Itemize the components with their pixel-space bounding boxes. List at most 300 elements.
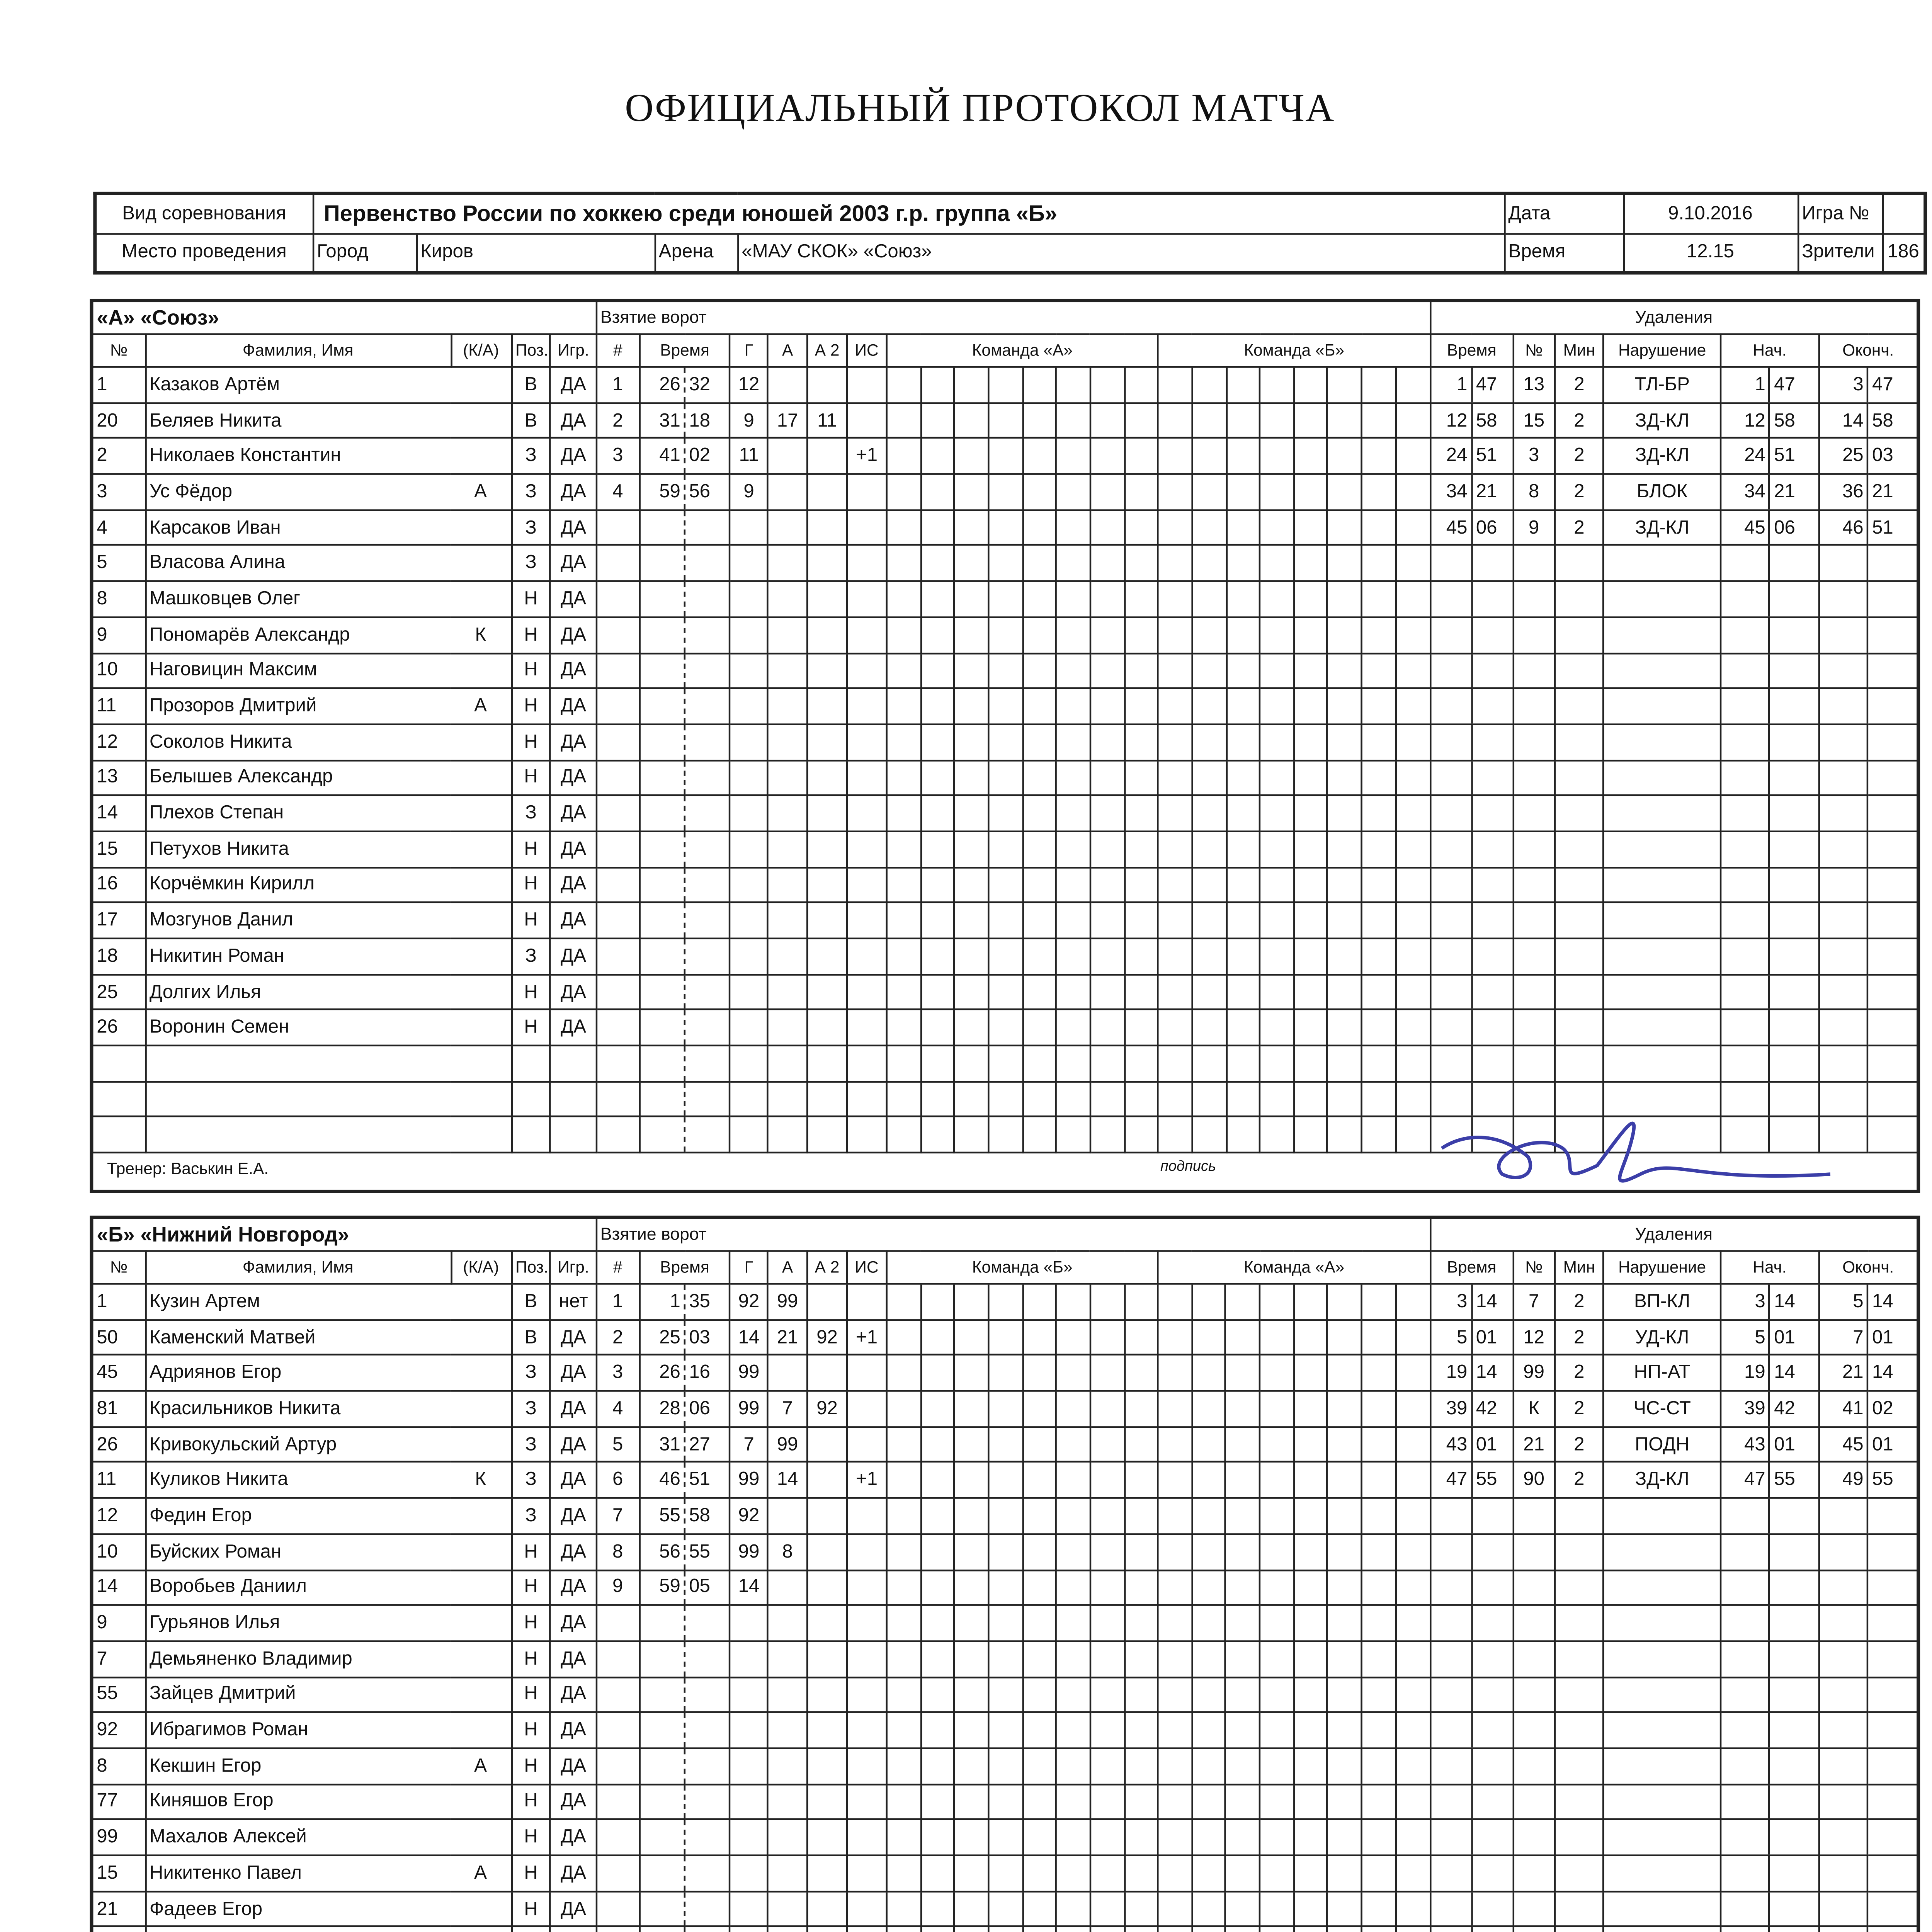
player-role: [451, 1046, 511, 1081]
penalty-minutes: [1554, 546, 1604, 581]
line-cell: [920, 1427, 954, 1462]
line-cell: [1294, 1891, 1328, 1927]
penalty-time-min: [1430, 760, 1471, 796]
goal-time-min: [639, 831, 685, 867]
penalty-infraction: [1604, 1570, 1721, 1605]
line-cell: [1124, 1927, 1158, 1932]
line-cell: [1056, 1117, 1090, 1153]
line-cell: [954, 1820, 988, 1855]
line-cell: [1090, 724, 1124, 760]
goal-assist-2: [807, 974, 847, 1010]
signature-team-a: [1433, 1097, 1847, 1200]
penalty-minutes: [1554, 1677, 1604, 1712]
col-lines-own: Команда «Б»: [886, 1251, 1158, 1284]
penalty-start-sec: [1770, 617, 1819, 653]
player-row: [92, 867, 1917, 903]
goal-assist-2: [807, 939, 847, 974]
penalty-start-min: [1721, 760, 1770, 796]
line-cell: [1192, 831, 1226, 867]
line-cell: [886, 617, 920, 653]
team-a-coach: Тренер: Васькин Е.А.: [107, 1160, 269, 1180]
line-cell: [1056, 1677, 1090, 1712]
line-cell: [988, 1855, 1022, 1891]
goal-time-min: 59: [639, 1570, 685, 1605]
line-cell: [954, 1641, 988, 1677]
line-cell: [1022, 617, 1056, 653]
line-cell: [1022, 1713, 1056, 1748]
player-played: [551, 1927, 596, 1932]
line-cell: [1192, 974, 1226, 1010]
line-cell: [1158, 831, 1192, 867]
line-cell: [1396, 974, 1430, 1010]
line-cell: [886, 1605, 920, 1641]
goal-number: 3: [596, 1355, 639, 1391]
line-cell: [1056, 974, 1090, 1010]
line-cell: [1260, 831, 1294, 867]
player-number: [92, 1927, 145, 1932]
line-cell: [988, 1784, 1022, 1820]
penalty-start-sec: [1770, 1927, 1819, 1932]
player-name: Петухов Никита: [145, 831, 451, 867]
penalty-player: [1513, 724, 1554, 760]
line-cell: [1124, 653, 1158, 688]
penalty-end-sec: [1868, 1891, 1918, 1927]
penalty-start-sec: [1770, 1570, 1819, 1605]
goal-assist: [768, 1498, 808, 1534]
penalty-time-sec: [1472, 939, 1513, 974]
goal-time-min: [639, 939, 685, 974]
line-cell: [1158, 760, 1192, 796]
penalty-time-sec: [1472, 760, 1513, 796]
line-cell: [954, 1927, 988, 1932]
line-cell: [1022, 1927, 1056, 1932]
line-cell: [1396, 867, 1430, 903]
penalty-end-min: 41: [1819, 1391, 1868, 1427]
player-number: 20: [92, 403, 145, 438]
line-cell: [988, 1117, 1022, 1153]
goal-time-min: [639, 1891, 685, 1927]
penalty-end-sec: [1868, 653, 1918, 688]
player-role: [451, 1927, 511, 1932]
line-cell: [1090, 1891, 1124, 1927]
penalty-start-sec: 14: [1770, 1284, 1819, 1319]
goal-time-sec: 51: [685, 1463, 730, 1498]
goal-strength: [847, 1046, 887, 1081]
line-cell: [1192, 581, 1226, 617]
goal-strength: [847, 1498, 887, 1534]
penalty-start-min: 12: [1721, 403, 1770, 438]
line-cell: [1090, 1355, 1124, 1391]
col-pen-start: Нач.: [1721, 334, 1819, 367]
penalty-infraction: ЗД-КЛ: [1604, 1463, 1721, 1498]
line-cell: [1260, 581, 1294, 617]
col-lines-own: Команда «А»: [886, 334, 1158, 367]
penalty-infraction: ЧС-СТ: [1604, 1391, 1721, 1427]
penalty-infraction: [1604, 1784, 1721, 1820]
goal-strength: +1: [847, 1320, 887, 1355]
goal-time-sec: [685, 867, 730, 903]
player-row: [92, 831, 1917, 867]
line-cell: [920, 617, 954, 653]
goal-scorer: [730, 974, 768, 1010]
line-cell: [1328, 1117, 1362, 1153]
line-cell: [1022, 438, 1056, 474]
line-cell: [1056, 581, 1090, 617]
line-cell: [1362, 1427, 1396, 1462]
goal-assist-2: [807, 367, 847, 403]
line-cell: [954, 1498, 988, 1534]
penalty-start-sec: [1770, 1046, 1819, 1081]
goal-strength: [847, 724, 887, 760]
line-cell: [1396, 510, 1430, 545]
line-cell: [1226, 1713, 1260, 1748]
player-position: З: [511, 1427, 551, 1462]
goal-assist-2: [807, 796, 847, 831]
line-cell: [1362, 1391, 1396, 1427]
line-cell: [954, 1320, 988, 1355]
player-played: ДА: [551, 939, 596, 974]
penalty-start-sec: 14: [1770, 1355, 1819, 1391]
penalty-start-min: 3: [1721, 1284, 1770, 1319]
line-cell: [1362, 474, 1396, 510]
goal-scorer: [730, 760, 768, 796]
line-cell: [1396, 1784, 1430, 1820]
goal-scorer: 7: [730, 1427, 768, 1462]
line-cell: [988, 903, 1022, 938]
penalty-time-sec: 01: [1472, 1320, 1513, 1355]
goal-time-min: 41: [639, 438, 685, 474]
line-cell: [1022, 1463, 1056, 1498]
line-cell: [988, 1927, 1022, 1932]
penalty-end-sec: [1868, 1117, 1918, 1153]
line-cell: [1158, 1784, 1192, 1820]
player-role: [451, 1713, 511, 1748]
line-cell: [1294, 510, 1328, 545]
penalty-start-min: [1721, 1570, 1770, 1605]
col-pen-infraction: Нарушение: [1604, 1251, 1721, 1284]
line-cell: [1124, 1355, 1158, 1391]
player-role: [451, 1570, 511, 1605]
line-cell: [1328, 1427, 1362, 1462]
penalty-start-sec: [1770, 1010, 1819, 1046]
line-cell: [1328, 974, 1362, 1010]
player-role: [451, 438, 511, 474]
line-cell: [1396, 653, 1430, 688]
goal-time-sec: [685, 689, 730, 724]
player-position: Н: [511, 653, 551, 688]
player-role: [451, 1534, 511, 1570]
col-strength: ИС: [847, 334, 887, 367]
line-cell: [1362, 1677, 1396, 1712]
goal-assist-2: 11: [807, 403, 847, 438]
line-cell: [1260, 1082, 1294, 1117]
penalty-start-min: [1721, 939, 1770, 974]
goal-number: 7: [596, 1498, 639, 1534]
line-cell: [1396, 617, 1430, 653]
goal-number: [596, 689, 639, 724]
penalty-start-sec: [1770, 1820, 1819, 1855]
line-cell: [954, 438, 988, 474]
line-cell: [1294, 1605, 1328, 1641]
goal-number: 9: [596, 1570, 639, 1605]
line-cell: [1192, 1355, 1226, 1391]
goal-time-sec: [685, 903, 730, 938]
goal-assist-2: [807, 1855, 847, 1891]
penalty-end-sec: [1868, 1605, 1918, 1641]
goal-assist: [768, 1713, 808, 1748]
penalty-start-sec: 42: [1770, 1391, 1819, 1427]
line-cell: [1226, 1820, 1260, 1855]
line-cell: [954, 724, 988, 760]
penalty-end-sec: [1868, 1784, 1918, 1820]
line-cell: [1192, 1117, 1226, 1153]
line-cell: [886, 1570, 920, 1605]
goal-assist-2: [807, 760, 847, 796]
line-cell: [1056, 1355, 1090, 1391]
goal-time-sec: [685, 831, 730, 867]
line-cell: [886, 653, 920, 688]
penalty-minutes: 2: [1554, 1320, 1604, 1355]
line-cell: [1396, 1534, 1430, 1570]
player-name: Фадеев Егор: [145, 1891, 451, 1927]
line-cell: [1226, 974, 1260, 1010]
line-cell: [1260, 438, 1294, 474]
line-cell: [954, 1010, 988, 1046]
penalty-minutes: [1554, 796, 1604, 831]
goal-time-sec: 18: [685, 403, 730, 438]
goal-assist: [768, 438, 808, 474]
player-number: 15: [92, 831, 145, 867]
penalty-time-sec: [1472, 974, 1513, 1010]
line-cell: [1056, 724, 1090, 760]
line-cell: [1192, 867, 1226, 903]
penalty-player: [1513, 546, 1554, 581]
line-cell: [988, 867, 1022, 903]
player-role: А: [451, 1855, 511, 1891]
penalty-start-min: [1721, 581, 1770, 617]
penalty-player: [1513, 1855, 1554, 1891]
penalty-end-min: [1819, 617, 1868, 653]
penalty-end-min: 5: [1819, 1284, 1868, 1319]
line-cell: [1124, 1284, 1158, 1319]
player-number: 14: [92, 796, 145, 831]
line-cell: [1022, 1534, 1056, 1570]
line-cell: [1328, 653, 1362, 688]
line-cell: [1328, 903, 1362, 938]
line-cell: [1328, 796, 1362, 831]
player-played: ДА: [551, 1677, 596, 1712]
goal-time-sec: 03: [685, 1320, 730, 1355]
line-cell: [1226, 760, 1260, 796]
penalty-player: 8: [1513, 474, 1554, 510]
goal-strength: [847, 653, 887, 688]
line-cell: [1090, 653, 1124, 688]
line-cell: [1396, 1427, 1430, 1462]
player-role: [451, 1677, 511, 1712]
penalty-start-min: [1721, 867, 1770, 903]
penalty-infraction: [1604, 1891, 1721, 1927]
player-position: Н: [511, 1010, 551, 1046]
player-role: [451, 1010, 511, 1046]
goal-assist-2: [807, 1570, 847, 1605]
penalty-start-sec: [1770, 581, 1819, 617]
goal-number: 1: [596, 1284, 639, 1319]
line-cell: [954, 689, 988, 724]
player-row: [92, 1284, 1917, 1319]
penalty-player: [1513, 796, 1554, 831]
goal-assist-2: 92: [807, 1391, 847, 1427]
player-position: З: [511, 1391, 551, 1427]
penalty-player: 15: [1513, 403, 1554, 438]
goal-strength: [847, 939, 887, 974]
line-cell: [1192, 1784, 1226, 1820]
player-row: [92, 1010, 1917, 1046]
line-cell: [1056, 367, 1090, 403]
player-position: Н: [511, 724, 551, 760]
line-cell: [1158, 974, 1192, 1010]
goal-assist-2: 92: [807, 1320, 847, 1355]
line-cell: [886, 1427, 920, 1462]
goal-strength: [847, 1570, 887, 1605]
penalty-start-sec: [1770, 796, 1819, 831]
line-cell: [1022, 1677, 1056, 1712]
goal-time-min: [639, 1082, 685, 1117]
line-cell: [1192, 1927, 1226, 1932]
line-cell: [1260, 724, 1294, 760]
goal-assist-2: [807, 510, 847, 545]
player-name: Куликов Никита: [145, 1463, 451, 1498]
player-played: ДА: [551, 367, 596, 403]
line-cell: [1226, 1784, 1260, 1820]
line-cell: [1090, 1320, 1124, 1355]
player-played: ДА: [551, 403, 596, 438]
goal-scorer: [730, 617, 768, 653]
goal-number: [596, 546, 639, 581]
goal-number: [596, 581, 639, 617]
line-cell: [1294, 974, 1328, 1010]
penalty-time-min: 39: [1430, 1391, 1471, 1427]
line-cell: [886, 581, 920, 617]
player-row: [92, 653, 1917, 688]
player-played: ДА: [551, 974, 596, 1010]
line-cell: [886, 403, 920, 438]
penalty-time-sec: [1472, 831, 1513, 867]
line-cell: [1158, 1082, 1192, 1117]
line-cell: [1226, 403, 1260, 438]
line-cell: [1260, 403, 1294, 438]
player-role: [451, 1784, 511, 1820]
player-position: З: [511, 1355, 551, 1391]
penalty-player: К: [1513, 1391, 1554, 1427]
penalty-end-min: [1819, 831, 1868, 867]
goal-number: [596, 1605, 639, 1641]
col-pen-min: Мин: [1554, 1251, 1604, 1284]
penalty-time-sec: 01: [1472, 1427, 1513, 1462]
line-cell: [1226, 1320, 1260, 1355]
line-cell: [1260, 653, 1294, 688]
penalty-end-sec: 01: [1868, 1427, 1918, 1462]
player-played: ДА: [551, 1605, 596, 1641]
line-cell: [886, 974, 920, 1010]
line-cell: [1226, 903, 1260, 938]
line-cell: [1396, 1820, 1430, 1855]
penalty-minutes: [1554, 689, 1604, 724]
line-cell: [1226, 653, 1260, 688]
line-cell: [1158, 1677, 1192, 1712]
line-cell: [1056, 1784, 1090, 1820]
penalty-minutes: 2: [1554, 1284, 1604, 1319]
goal-assist-2: [807, 1605, 847, 1641]
player-role: К: [451, 617, 511, 653]
penalty-end-sec: [1868, 1082, 1918, 1117]
player-played: ДА: [551, 903, 596, 938]
line-cell: [1158, 1855, 1192, 1891]
line-cell: [1362, 1927, 1396, 1932]
penalty-time-min: [1430, 1891, 1471, 1927]
penalty-player: [1513, 1713, 1554, 1748]
player-name: [145, 1082, 451, 1117]
line-cell: [1158, 1891, 1192, 1927]
line-cell: [1022, 1284, 1056, 1319]
line-cell: [1022, 1117, 1056, 1153]
line-cell: [1192, 1046, 1226, 1081]
line-cell: [1328, 1010, 1362, 1046]
goal-number: [596, 1046, 639, 1081]
penalty-time-min: [1430, 1605, 1471, 1641]
line-cell: [1192, 760, 1226, 796]
penalty-start-min: [1721, 1605, 1770, 1641]
penalty-start-min: [1721, 546, 1770, 581]
line-cell: [1396, 1677, 1430, 1712]
player-name: Корчёмкин Кирилл: [145, 867, 451, 903]
line-cell: [1294, 1355, 1328, 1391]
penalty-start-sec: [1770, 1641, 1819, 1677]
col-pen-end: Оконч.: [1819, 334, 1918, 367]
penalty-minutes: 2: [1554, 1391, 1604, 1427]
line-cell: [1396, 831, 1430, 867]
player-position: Н: [511, 867, 551, 903]
penalty-infraction: [1604, 1713, 1721, 1748]
line-cell: [954, 1082, 988, 1117]
penalty-time-min: [1430, 1784, 1471, 1820]
line-cell: [1396, 581, 1430, 617]
line-cell: [1362, 546, 1396, 581]
penalty-minutes: 2: [1554, 510, 1604, 545]
line-cell: [1056, 546, 1090, 581]
penalty-player: 99: [1513, 1355, 1554, 1391]
line-cell: [886, 1855, 920, 1891]
line-cell: [1090, 617, 1124, 653]
arena-label: Арена: [655, 233, 737, 273]
line-cell: [1090, 581, 1124, 617]
penalty-start-sec: [1770, 1748, 1819, 1784]
player-row: [92, 403, 1917, 438]
goal-assist: 21: [768, 1320, 808, 1355]
player-played: [551, 1046, 596, 1081]
penalty-start-min: [1721, 903, 1770, 938]
penalty-start-sec: 47: [1770, 367, 1819, 403]
goal-strength: [847, 1355, 887, 1391]
penalty-player: 3: [1513, 438, 1554, 474]
line-cell: [1192, 1534, 1226, 1570]
goal-time-min: [639, 510, 685, 545]
penalty-start-min: 45: [1721, 510, 1770, 545]
penalty-time-sec: [1472, 617, 1513, 653]
col-pen-no: №: [1513, 1251, 1554, 1284]
line-cell: [1022, 403, 1056, 438]
line-cell: [1294, 1427, 1328, 1462]
player-number: 2: [92, 438, 145, 474]
